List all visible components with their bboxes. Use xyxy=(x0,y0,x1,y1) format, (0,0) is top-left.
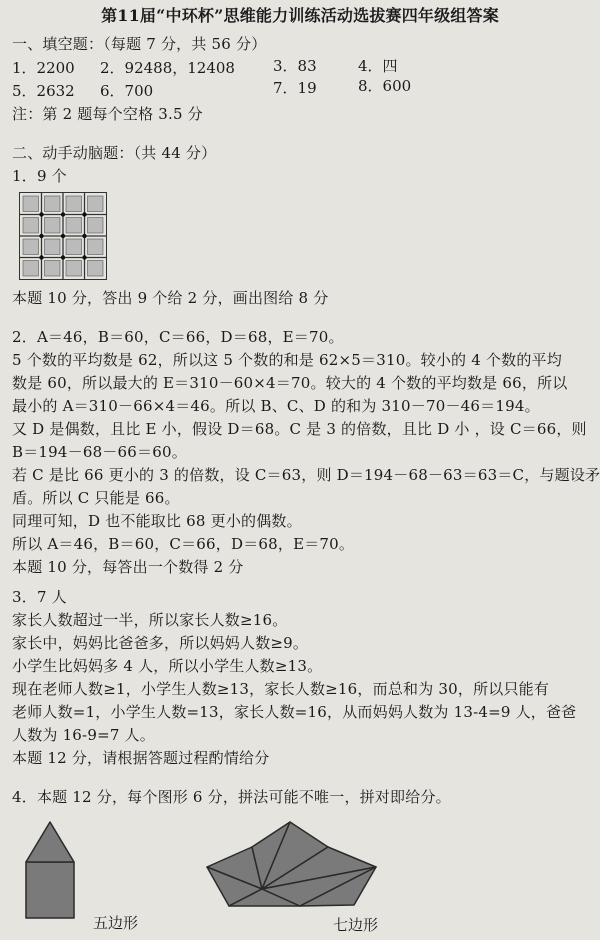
q3-line-5: 老师人数=1，小学生人数=13，家长人数=16，从而妈妈人数为 13-4=9 人，爸爸 xyxy=(12,703,577,721)
answer-1: 1．2200 xyxy=(12,59,75,77)
grid-lines xyxy=(20,193,106,279)
q2-scoring: 本题 10 分，每答出一个数得 2 分 xyxy=(12,558,244,576)
q3-line-4: 现在老师人数≥1，小学生人数≥13，家长人数≥16，而总和为 30，所以只能有 xyxy=(12,680,550,698)
q2-line-2: 5 个数的平均数是 62，所以这 5 个数的和是 62×5＝310。较小的 4 个数的平均 xyxy=(12,351,562,369)
section1-note: 注：第 2 题每个空格 3.5 分 xyxy=(12,105,203,123)
answer-8: 8．600 xyxy=(358,77,412,95)
pentagon-label: 五边形 xyxy=(93,914,139,932)
q2-line-6: B＝194－68－66＝60。 xyxy=(12,443,187,461)
q2-line-7: 若 C 是比 66 更小的 3 的倍数，设 C＝63，则 D＝194－68－63＝63＝C，与题设矛 xyxy=(12,466,600,484)
q4-text: 4．本题 12 分，每个图形 6 分，拼法可能不唯一，拼对即给分。 xyxy=(12,788,451,806)
q3-line-6: 人数为 16-9=7 人。 xyxy=(12,726,155,744)
q3-answer: 3．7 人 xyxy=(12,588,67,606)
answer-4: 4．四 xyxy=(358,57,398,75)
page-title: 第11届“中环杯”思维能力训练活动选拔赛四年级组答案 xyxy=(101,6,499,25)
q2-line-1: 2．A＝46，B＝60，C＝66，D＝68，E＝70。 xyxy=(12,328,344,346)
q2-line-3: 数是 60，所以最大的 E＝310－60×4＝70。较大的 4 个数的平均数是 66，所以 xyxy=(12,374,568,392)
heptagon-label: 七边形 xyxy=(333,916,379,934)
answer-5: 5．2632 xyxy=(12,82,75,100)
q2-line-4: 最小的 A＝310－66×4＝46。所以 B、C、D 的和为 310－70－46＝194。 xyxy=(12,397,540,415)
q3-scoring: 本题 12 分，请根据答题过程酌情给分 xyxy=(12,749,270,767)
q2-line-5: 又 D 是偶数，且比 E 小，假设 D＝68。C 是 3 的倍数，且比 D 小 ，设 C＝66，则 xyxy=(12,420,587,438)
q3-line-3: 小学生比妈妈多 4 人，所以小学生人数≥13。 xyxy=(12,657,323,675)
q1-scoring: 本题 10 分，答出 9 个给 2 分，画出图给 8 分 xyxy=(12,289,329,307)
answer-2: 2．92488，12408 xyxy=(100,59,235,77)
q2-line-9: 同理可知，D 也不能取比 68 更小的偶数。 xyxy=(12,512,302,530)
q3-line-1: 家长人数超过一半，所以家长人数≥16。 xyxy=(12,611,288,629)
q1-answer: 1．9 个 xyxy=(12,167,67,185)
square-grid-figure xyxy=(19,192,107,280)
answer-3: 3．83 xyxy=(273,57,317,75)
q3-line-2: 家长中，妈妈比爸爸多，所以妈妈人数≥9。 xyxy=(12,634,309,652)
answer-6: 6．700 xyxy=(100,82,154,100)
answer-7: 7．19 xyxy=(273,79,317,97)
section1-heading: 一、填空题：（每题 7 分，共 56 分） xyxy=(12,35,267,53)
q2-line-8: 盾。所以 C 只能是 66。 xyxy=(12,489,180,507)
q2-line-10: 所以 A＝46，B＝60，C＝66，D＝68，E＝70。 xyxy=(12,535,355,553)
section2-heading: 二、动手动脑题：（共 44 分） xyxy=(12,144,217,162)
